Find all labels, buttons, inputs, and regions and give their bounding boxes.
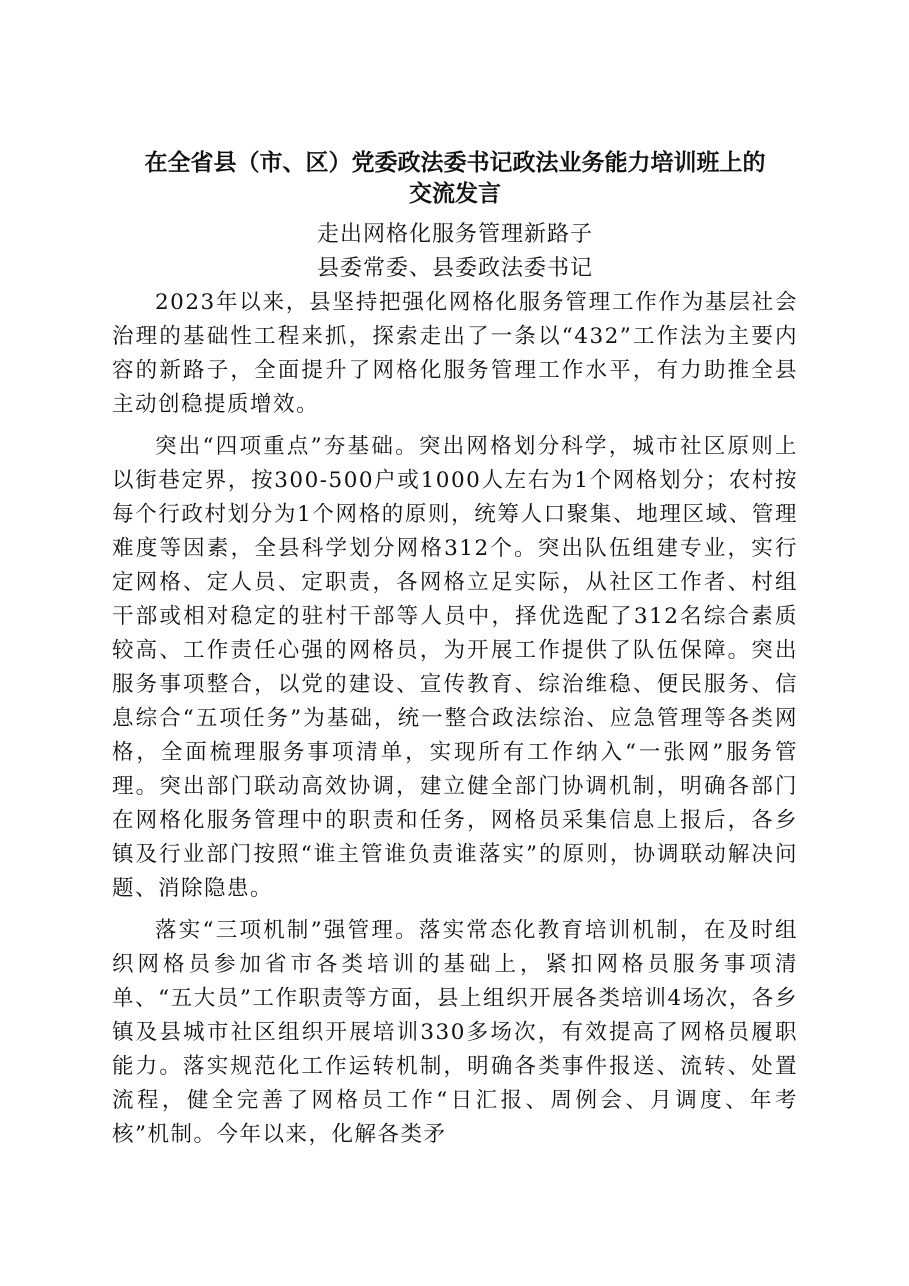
document-author: 县委常委、县委政法委书记 [316,256,593,281]
document-title-line-1: 在全省县（市、区）党委政法委书记政法业务能力培训班上的 [144,149,766,176]
paragraph-three-mechanisms: 落实“三项机制”强管理。落实常态化教育培训机制，在及时组织网格员参加省市各类培训的基础上，紧扣网格员服务事项清单、“五大员”工作职责等方面，县上组织开展各类培训4场次，各乡镇及县城市社区组织开展培训330多场次，有效提高了网格员履职能力。落实规范化工作运转机制，明确各类事件报送、流转、处置流程，健全完善了网格员工作“日汇报、周例会、月调度、年考核”机制。今年以来，化解各类矛 [112,918,798,1147]
paragraph-intro: 2023年以来，县坚持把强化网格化服务管理工作作为基层社会治理的基础性工程来抓，探索走出了一条以“432”工作法为主要内容的新路子，全面提升了网格化服务管理工作水平，有力助推全县主动创稳提质增效。 [112,290,798,417]
document-body [112,286,798,1160]
document-subtitle: 走出网格化服务管理新路子 [316,222,593,247]
document-title-line-2: 交流发言 [409,180,501,207]
paragraph-four-priorities: 突出“四项重点”夯基础。突出网格划分科学，城市社区原则上以街巷定界，按300-500户或1000人左右为1个网格划分；农村按每个行政村划分为1个网格的原则，统筹人口聚集、地理区域、管理难度等因素，全县科学划分网格312个。突出队伍组建专业，实行定网格、定人员、定职责，各网格立足实际，从社区工作者、村组干部或相对稳定的驻村干部等人员中，择优选配了312名综合素质较高、工作责任心强的网格员，为开展工作提供了队伍保障。突出服务事项整合，以党的建设、宣传教育、综治维稳、便民服务、信息综合“五项任务”为基础，统一整合政法综治、应急管理等各类网格，全面梳理服务事项清单，实现所有工作纳入“一张网”服务管理。突出部门联动高效协调，建立健全部门协调机制，明确各部门在网格化服务管理中的职责和任务，网格员采集信息上报后，各乡镇及行业部门按照“谁主管谁负责谁落实”的原则，协调联动解决问题、消除隐患。 [112,434,798,901]
